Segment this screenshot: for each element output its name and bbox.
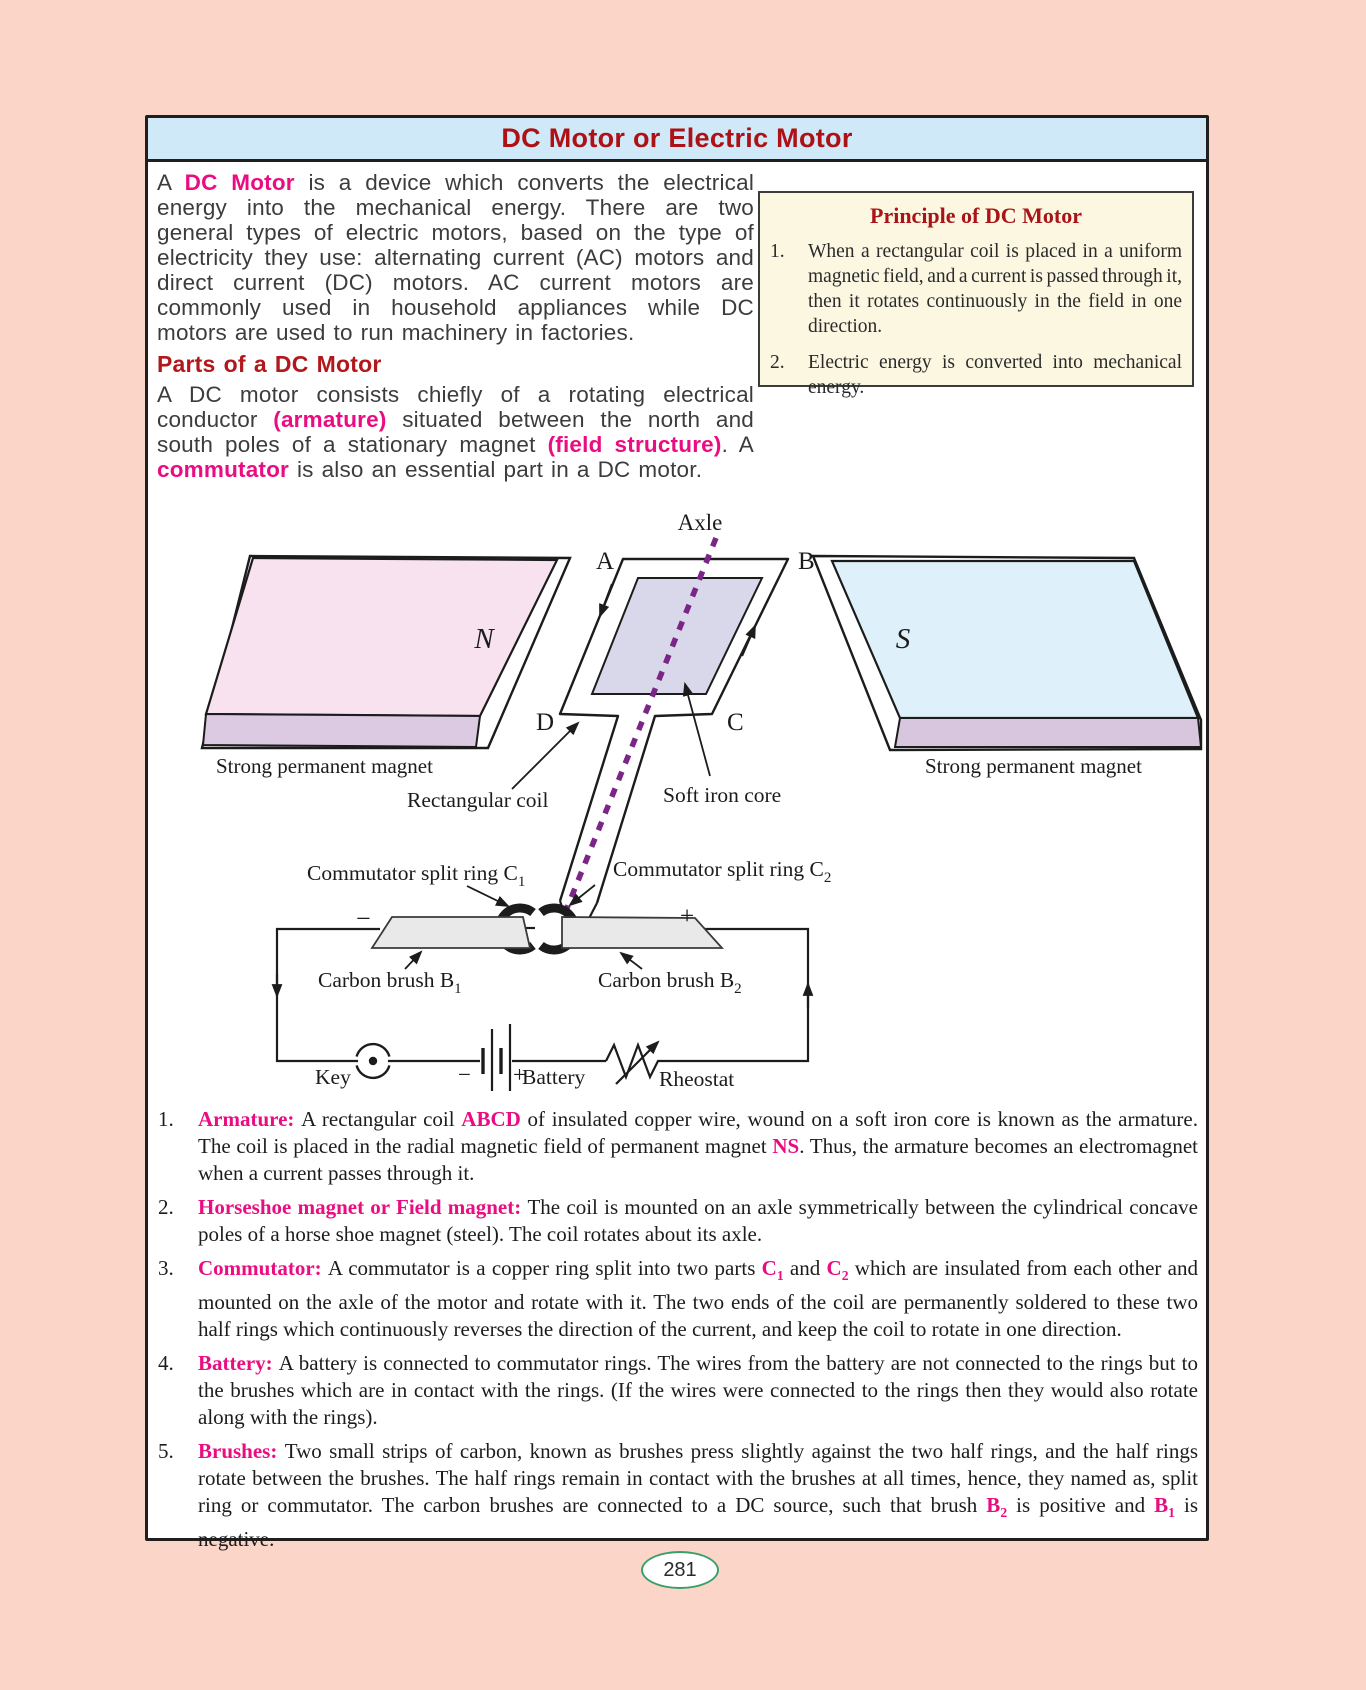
list-item — [158, 1106, 1198, 1187]
key-symbol — [357, 1044, 390, 1078]
battery-symbol — [483, 1024, 510, 1091]
corner-b-label: B — [798, 548, 815, 575]
list-item-number: 4. — [158, 1351, 174, 1376]
rheostat-label: Rheostat — [659, 1067, 735, 1091]
title-bar — [148, 118, 1206, 162]
page-number: 281 — [663, 1558, 697, 1581]
dc-motor-diagram — [150, 476, 1206, 1091]
south-magnet — [813, 556, 1201, 750]
principle-item — [770, 350, 1182, 400]
south-pole-label: S — [895, 623, 911, 655]
list-item — [158, 1438, 1198, 1553]
list-item-number: 5. — [158, 1439, 174, 1464]
brush2-arrow — [621, 953, 642, 969]
principle-item-number: 1. — [770, 241, 785, 262]
soft-iron-arrow — [685, 684, 710, 776]
brush1-arrow — [405, 952, 421, 969]
page-title: DC Motor or Electric Motor — [501, 123, 853, 153]
corner-a-label: A — [595, 548, 614, 575]
current-arrow-left — [600, 584, 612, 616]
intro-column — [157, 170, 754, 482]
soft-iron-label: Soft iron core — [663, 783, 782, 807]
battery-label: Battery — [522, 1065, 586, 1089]
ring1-label: Commutator split ring $C_1$ — [307, 861, 526, 890]
battery-plus-sign: + — [513, 1062, 526, 1087]
corner-c-label: C — [727, 709, 744, 736]
list-item — [158, 1255, 1198, 1343]
principle-box — [758, 191, 1194, 398]
brush1-label: Carbon brush $B_1$ — [318, 968, 462, 997]
list-item-text: Brushes: Two small strips of carbon, known as brushes press slightly against the two half rings, and the half rings rotate between the brushes. The half rings remain in contact with the brushes at all times, hence, they named as, split ring or commutator. The carbon brushes are connected to a DC source, such that brush $B_2$ is positive and $B_1$ is negative. — [198, 1439, 1199, 1552]
list-item-number: 2. — [158, 1195, 174, 1219]
right-magnet-caption: Strong permanent magnet — [925, 754, 1142, 778]
carbon-brush-b1 — [372, 917, 530, 948]
carbon-brush-b2 — [562, 917, 722, 948]
brush-minus-sign: − — [356, 904, 371, 933]
intro-paragraph-2: A DC motor consists chiefly of a rotating electrical conductor (armature) situated between the north and south poles of a stationary magnet (field structure). A commutator is also an essential part in a DC motor. — [157, 382, 754, 482]
brush2-label: Carbon brush $B_2$ — [598, 968, 742, 997]
principle-title: Principle of DC Motor — [870, 203, 1082, 228]
ring1-arrow — [467, 886, 508, 906]
key-label: Key — [315, 1065, 351, 1089]
principle-item — [770, 239, 1182, 339]
list-item-number: 3. — [158, 1256, 174, 1280]
intro-paragraph-1: A DC Motor is a device which converts the electrical energy into the mechanical energy. There are two general types of electric motors, based on the type of electricity they use: alternating current (AC) motors and direct current (DC) motors. AC current motors are commonly used in household appliances while DC motors are used to run machinery in factories. — [157, 170, 755, 345]
list-item — [158, 1194, 1198, 1248]
list-item — [158, 1350, 1198, 1431]
list-item-text: Battery: A battery is connected to commutator rings. The wires from the battery are not connected to the rings but to the brushes which are in contact with the rings. (If the wires were connected to the rings then they would also rotate along with the rings). — [198, 1351, 1198, 1430]
corner-d-label: D — [535, 709, 554, 736]
current-arrow-right — [742, 626, 755, 656]
soft-iron-core — [592, 578, 762, 694]
list-item-text: Commutator: A commutator is a copper ring split into two parts $C_1$ and $C_2$ which are insulated from each other and mounted on the axle of the motor and rotate with it. The two ends of the coil are permanently soldered to these two half rings which continuously reverses the direction of the current, and keep the coil to rotate in one direction. — [198, 1256, 1199, 1342]
left-magnet-caption: Strong permanent magnet — [216, 754, 433, 778]
rect-coil-label: Rectangular coil — [407, 788, 549, 812]
content-box — [145, 115, 1209, 1552]
north-pole-label: N — [474, 623, 494, 655]
battery-minus-sign: − — [458, 1062, 471, 1087]
axle-label: Axle — [677, 510, 723, 535]
north-magnet — [202, 556, 570, 748]
list-item-number: 1. — [158, 1107, 174, 1131]
principle-item-text: When a rectangular coil is placed in a uniform magnetic field, and a current is passed through it, then it rotates continuously in the field in one direction. — [808, 241, 1182, 337]
ring2-label: Commutator split ring $C_2$ — [613, 857, 832, 886]
page-number-badge — [641, 1551, 719, 1589]
principle-item-text: Electric energy is converted into mechanical energy. — [808, 352, 1182, 398]
list-item-text: Horseshoe magnet or Field magnet: The coil is mounted on an axle symmetrically between the cylindrical concave poles of a horse shoe magnet (steel). The coil rotates about its axle. — [198, 1195, 1198, 1246]
principle-item-number: 2. — [770, 352, 785, 373]
list-item-text: Armature: A rectangular coil ABCD of insulated copper wire, wound on a soft iron core is known as the armature. The coil is placed in the radial magnetic field of permanent magnet NS. Thus, the armature becomes an electromagnet when a current passes through it. — [198, 1107, 1198, 1185]
brush-plus-sign: + — [680, 903, 695, 930]
parts-list — [158, 1106, 1198, 1560]
parts-heading: Parts of a DC Motor — [157, 351, 382, 377]
